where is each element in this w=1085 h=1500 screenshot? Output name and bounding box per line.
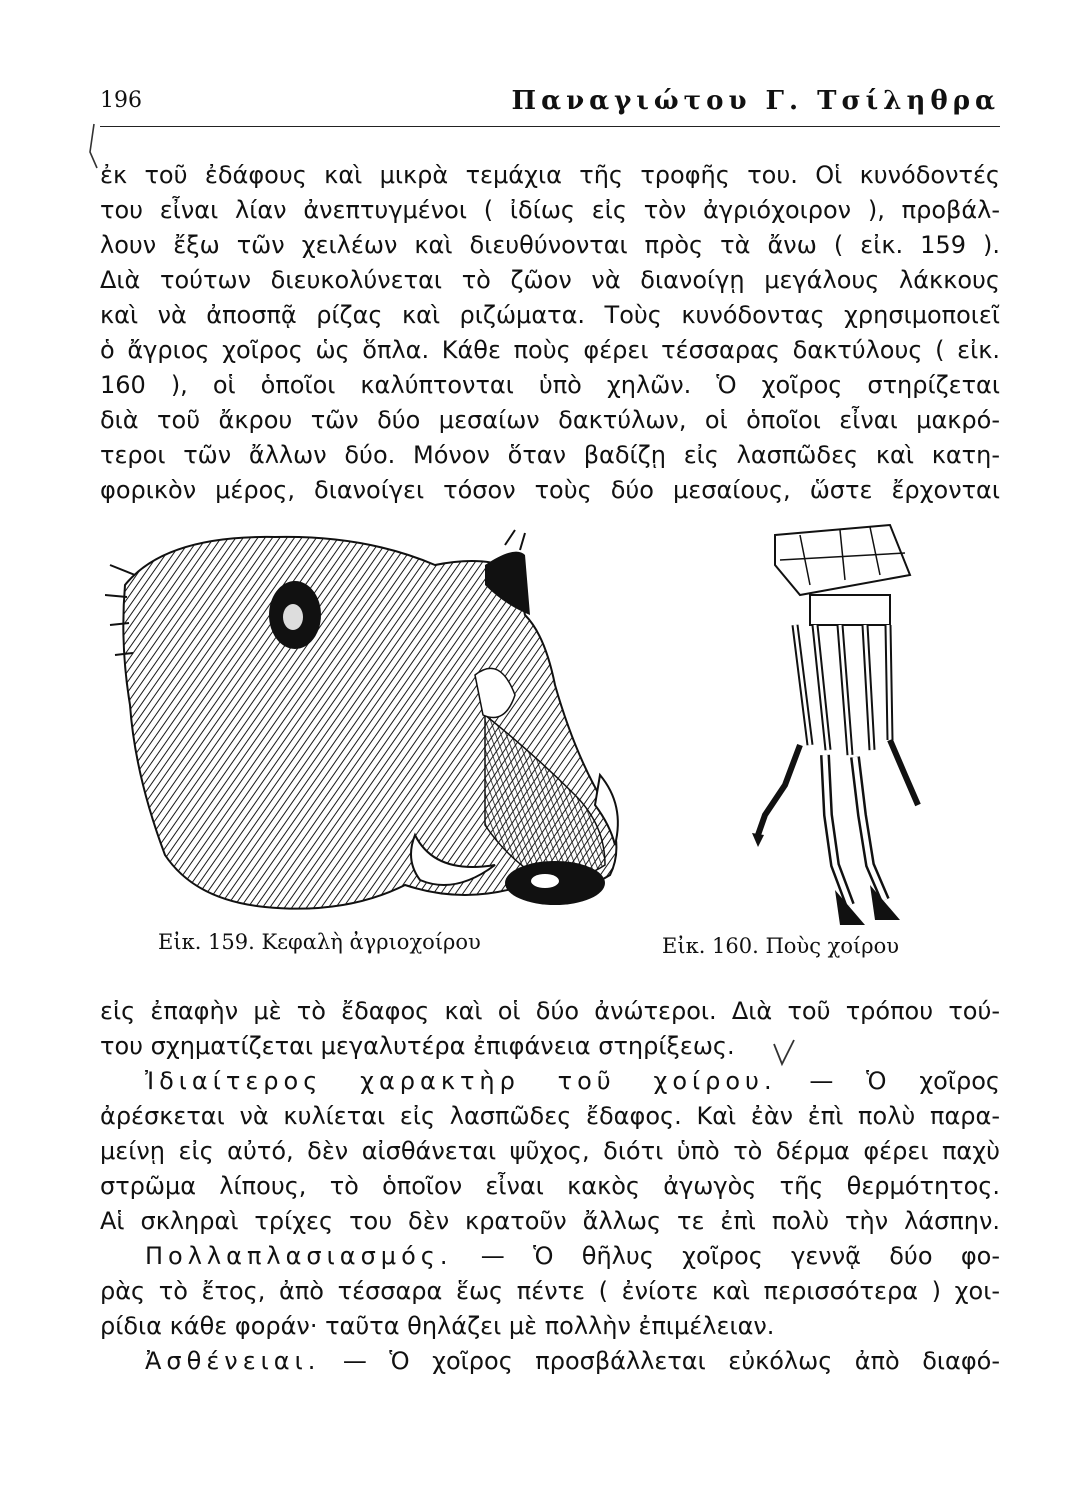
text-line: του σχηματίζεται μεγαλυτέρα ἐπιφάνεια στηρίξεως. xyxy=(100,1032,735,1060)
text-line: φορικὸν μέρος, διανοίγει τόσον τοὺς δύο μεσαίους, ὥστε ἔρχονται xyxy=(100,476,1000,504)
page-header xyxy=(100,82,1000,122)
section-heading-reproduction: Πολλαπλασιασμός. xyxy=(145,1242,453,1270)
text-line: τεροι τῶν ἄλλων δύο. Μόνον ὅταν βαδίζῃ εἰς λασπῶδες καὶ κατη- xyxy=(100,441,1000,469)
paragraph-top xyxy=(100,158,1000,508)
text-line: καὶ νὰ ἀποσπᾷ ρίζας καὶ ριζώματα. Τοὺς κυνόδοντας χρησιμοποιεῖ xyxy=(100,301,1000,329)
section-line-reproduction xyxy=(100,1239,1000,1274)
text-line: ἀρέσκεται νὰ κυλίεται εἰς λασπῶδες ἔδαφος. Καὶ ἐὰν ἐπὶ πολὺ παρα- xyxy=(100,1102,1000,1130)
page-number: 196 xyxy=(100,88,142,113)
figure-160-caption: Εἰκ. 160. Ποὺς χοίρου xyxy=(662,934,899,958)
text-line: ἐκ τοῦ ἐδάφους καὶ μικρὰ τεμάχια τῆς τροφῆς του. Οἱ κυνόδοντές xyxy=(100,161,1000,189)
section-line-character xyxy=(100,1064,1000,1099)
text-line: μείνῃ εἰς αὐτό, δὲν αἰσθάνεται ψῦχος, διότι ὑπὸ τὸ δέρμα φέρει παχὺ xyxy=(100,1137,1000,1165)
paragraph-bottom xyxy=(100,994,1000,1379)
section-heading-character: Ἰδιαίτερος χαρακτὴρ τοῦ χοίρου. xyxy=(145,1067,777,1095)
text-line: 160 ), οἱ ὁποῖοι καλύπτονται ὑπὸ χηλῶν. Ὁ χοῖρος στηρίζεται xyxy=(100,371,1000,399)
text-line: εἰς ἐπαφὴν μὲ τὸ ἔδαφος καὶ οἱ δύο ἀνώτεροι. Διὰ τοῦ τρόπου τού- xyxy=(100,997,1000,1025)
section-heading-diseases: Ἀσθένειαι. xyxy=(145,1347,321,1375)
text-line: του εἶναι λίαν ἀνεπτυγμένοι ( ἰδίως εἰς τὸν ἀγριόχοιρον ), προβάλ- xyxy=(100,196,1000,224)
section-text: — Ὁ χοῖρος προσβάλλεται εὐκόλως ἀπὸ διαφό- xyxy=(320,1347,1000,1375)
running-head: Παναγιώτου Γ. Τσίληθρα xyxy=(511,86,1000,116)
text-line: ὁ ἄγριος χοῖρος ὡς ὅπλα. Κάθε ποὺς φέρει τέσσαρας δακτύλους ( εἰκ. xyxy=(100,336,1000,364)
section-line-diseases xyxy=(100,1344,1000,1379)
text-line: λουν ἔξω τῶν χειλέων καὶ διευθύνονται πρὸς τὰ ἄνω ( εἰκ. 159 ). xyxy=(100,231,1000,259)
header-rule xyxy=(100,126,1000,127)
section-text: — Ὁ χοῖρος xyxy=(776,1067,1000,1095)
text-line: Αἱ σκληραὶ τρίχες του δὲν κρατοῦν ἄλλως τε ἐπὶ πολὺ τὴν λάσπην. xyxy=(100,1207,1000,1235)
text-line: στρῶμα λίπους, τὸ ὁποῖον εἶναι κακὸς ἀγωγὸς τῆς θερμότητος. xyxy=(100,1172,1000,1200)
pencil-check-mark xyxy=(772,1038,796,1068)
margin-pencil-mark xyxy=(84,122,100,172)
text-line: Διὰ τούτων διευκολύνεται τὸ ζῶον νὰ διανοίγῃ μεγάλους λάκκους xyxy=(100,266,1000,294)
pig-foot-skeleton-illustration xyxy=(740,515,950,930)
text-line: ρὰς τὸ ἔτος, ἀπὸ τέσσαρα ἕως πέντε ( ἐνίοτε καὶ περισσότερα ) χοι- xyxy=(100,1277,1000,1305)
boar-head-illustration xyxy=(105,525,640,920)
section-text: — Ὁ θῆλυς χοῖρος γεννᾷ δύο φο- xyxy=(452,1242,1000,1270)
text-line: ρίδια κάθε φοράν· ταῦτα θηλάζει μὲ πολλὴν ἐπιμέλειαν. xyxy=(100,1312,775,1340)
text-line: διὰ τοῦ ἄκρου τῶν δύο μεσαίων δακτύλων, οἱ ὁποῖοι εἶναι μακρό- xyxy=(100,406,1000,434)
figure-159-caption: Εἰκ. 159. Κεφαλὴ ἀγριοχοίρου xyxy=(158,930,481,954)
